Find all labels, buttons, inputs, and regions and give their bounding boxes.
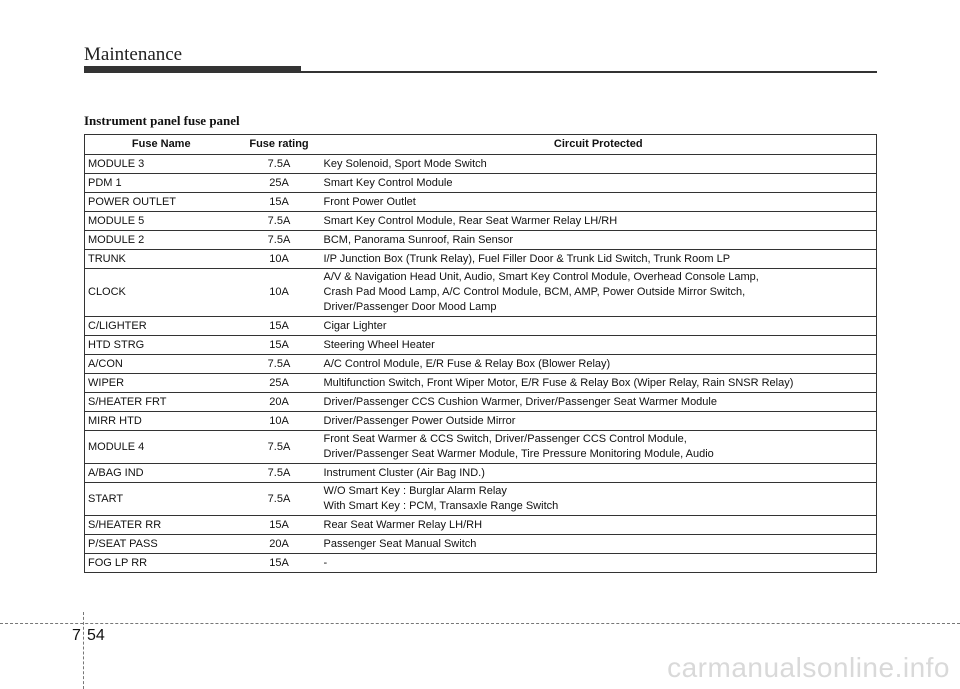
table-row — [85, 250, 877, 269]
table-row — [85, 174, 877, 193]
circuit-line: Driver/Passenger Seat Warmer Module, Tire Pressure Monitoring Module, Audio — [323, 448, 714, 460]
fuse-name-cell: HTD STRG — [85, 336, 238, 355]
fuse-rating-cell: 20A — [238, 535, 321, 554]
column-header-fuse-name: Fuse Name — [85, 135, 238, 155]
circuit-cell — [321, 269, 877, 317]
circuit-cell — [321, 431, 877, 464]
fuse-name-cell: S/HEATER RR — [85, 516, 238, 535]
circuit-cell — [321, 535, 877, 554]
table-row — [85, 193, 877, 212]
fuse-rating-cell: 20A — [238, 393, 321, 412]
fuse-name-cell: TRUNK — [85, 250, 238, 269]
circuit-line: Front Power Outlet — [323, 195, 416, 208]
fuse-name-cell: A/CON — [85, 355, 238, 374]
table-row — [85, 355, 877, 374]
table-row — [85, 231, 877, 250]
circuit-cell — [321, 250, 877, 269]
fuse-name-cell: MODULE 5 — [85, 212, 238, 231]
circuit-line: Multifunction Switch, Front Wiper Motor, E/R Fuse & Relay Box (Wiper Relay, Rain SNSR Relay) — [323, 376, 794, 389]
fuse-rating-cell: 7.5A — [238, 231, 321, 250]
table-row — [85, 336, 877, 355]
circuit-cell — [321, 193, 877, 212]
fuse-name-cell: S/HEATER FRT — [85, 393, 238, 412]
circuit-cell — [321, 336, 877, 355]
fuse-name-cell: CLOCK — [85, 269, 238, 317]
circuit-line: Crash Pad Mood Lamp, A/C Control Module, BCM, AMP, Power Outside Mirror Switch, — [323, 286, 746, 298]
circuit-cell — [321, 516, 877, 535]
fuse-rating-cell: 15A — [238, 317, 321, 336]
table-row — [85, 374, 877, 393]
fuse-name-cell: MODULE 3 — [85, 155, 238, 174]
header-rule-thick — [84, 66, 301, 73]
fuse-table — [84, 134, 877, 573]
circuit-line: Driver/Passenger Power Outside Mirror — [323, 414, 516, 427]
fuse-rating-cell: 10A — [238, 412, 321, 431]
circuit-line: Cigar Lighter — [323, 319, 387, 332]
fuse-name-cell: C/LIGHTER — [85, 317, 238, 336]
fuse-rating-cell: 25A — [238, 174, 321, 193]
chapter-number: 7 — [72, 627, 81, 644]
fuse-name-cell: WIPER — [85, 374, 238, 393]
circuit-line: Instrument Cluster (Air Bag IND.) — [323, 466, 485, 479]
footer-divider — [83, 612, 84, 689]
circuit-line: Driver/Passenger Door Mood Lamp — [323, 301, 497, 313]
circuit-cell — [321, 483, 877, 516]
table-row — [85, 155, 877, 174]
header-rule-thin — [301, 71, 877, 73]
column-header-fuse-rating: Fuse rating — [238, 135, 321, 155]
table-row — [85, 212, 877, 231]
table-row — [85, 393, 877, 412]
fuse-rating-cell: 7.5A — [238, 155, 321, 174]
table-row — [85, 431, 877, 464]
fuse-rating-cell: 10A — [238, 250, 321, 269]
circuit-line: Smart Key Control Module — [323, 176, 453, 189]
fuse-rating-cell: 10A — [238, 269, 321, 317]
circuit-cell — [321, 554, 877, 573]
table-row — [85, 535, 877, 554]
circuit-line: A/V & Navigation Head Unit, Audio, Smart Key Control Module, Overhead Console Lamp, — [323, 271, 759, 283]
fuse-rating-cell: 7.5A — [238, 483, 321, 516]
footer-rule — [0, 623, 960, 624]
fuse-name-cell: MODULE 2 — [85, 231, 238, 250]
fuse-table-body — [85, 155, 877, 573]
table-row — [85, 464, 877, 483]
table-header-row — [85, 135, 877, 155]
circuit-line: Smart Key Control Module, Rear Seat Warmer Relay LH/RH — [323, 214, 618, 227]
circuit-line: Key Solenoid, Sport Mode Switch — [323, 157, 487, 170]
circuit-cell — [321, 393, 877, 412]
table-row — [85, 554, 877, 573]
circuit-line: - — [323, 556, 328, 569]
circuit-cell — [321, 155, 877, 174]
fuse-name-cell: POWER OUTLET — [85, 193, 238, 212]
table-row — [85, 516, 877, 535]
circuit-line: Passenger Seat Manual Switch — [323, 537, 477, 550]
fuse-name-cell: FOG LP RR — [85, 554, 238, 573]
circuit-line: W/O Smart Key : Burglar Alarm Relay — [323, 485, 507, 497]
circuit-line: Front Seat Warmer & CCS Switch, Driver/Passenger CCS Control Module, — [323, 433, 687, 445]
fuse-rating-cell: 15A — [238, 516, 321, 535]
fuse-name-cell: A/BAG IND — [85, 464, 238, 483]
fuse-name-cell: PDM 1 — [85, 174, 238, 193]
fuse-name-cell: P/SEAT PASS — [85, 535, 238, 554]
circuit-cell — [321, 317, 877, 336]
circuit-line: BCM, Panorama Sunroof, Rain Sensor — [323, 233, 514, 246]
table-row — [85, 269, 877, 317]
fuse-name-cell: MODULE 4 — [85, 431, 238, 464]
circuit-cell — [321, 464, 877, 483]
circuit-cell — [321, 231, 877, 250]
fuse-rating-cell: 7.5A — [238, 464, 321, 483]
fuse-rating-cell: 15A — [238, 193, 321, 212]
fuse-rating-cell: 7.5A — [238, 431, 321, 464]
fuse-name-cell: MIRR HTD — [85, 412, 238, 431]
fuse-rating-cell: 7.5A — [238, 212, 321, 231]
fuse-rating-cell: 15A — [238, 554, 321, 573]
circuit-line: Rear Seat Warmer Relay LH/RH — [323, 518, 483, 531]
circuit-cell — [321, 355, 877, 374]
watermark: carmanualsonline.info — [667, 652, 950, 683]
circuit-cell — [321, 212, 877, 231]
fuse-rating-cell: 15A — [238, 336, 321, 355]
circuit-line: I/P Junction Box (Trunk Relay), Fuel Filler Door & Trunk Lid Switch, Trunk Room LP — [323, 252, 731, 265]
header-title: Maintenance — [84, 44, 183, 65]
circuit-line: Steering Wheel Heater — [323, 338, 435, 351]
circuit-cell — [321, 374, 877, 393]
table-row — [85, 317, 877, 336]
circuit-line: With Smart Key : PCM, Transaxle Range Switch — [323, 500, 559, 512]
circuit-cell — [321, 412, 877, 431]
fuse-name-cell: START — [85, 483, 238, 516]
table-row — [85, 483, 877, 516]
column-header-circuit: Circuit Protected — [321, 135, 877, 155]
circuit-cell — [321, 174, 877, 193]
fuse-rating-cell: 7.5A — [238, 355, 321, 374]
circuit-line: Driver/Passenger CCS Cushion Warmer, Driver/Passenger Seat Warmer Module — [323, 395, 717, 408]
table-row — [85, 412, 877, 431]
circuit-line: A/C Control Module, E/R Fuse & Relay Box (Blower Relay) — [323, 357, 611, 370]
section-title: Instrument panel fuse panel — [84, 113, 240, 128]
page-number: 54 — [87, 627, 105, 644]
fuse-rating-cell: 25A — [238, 374, 321, 393]
